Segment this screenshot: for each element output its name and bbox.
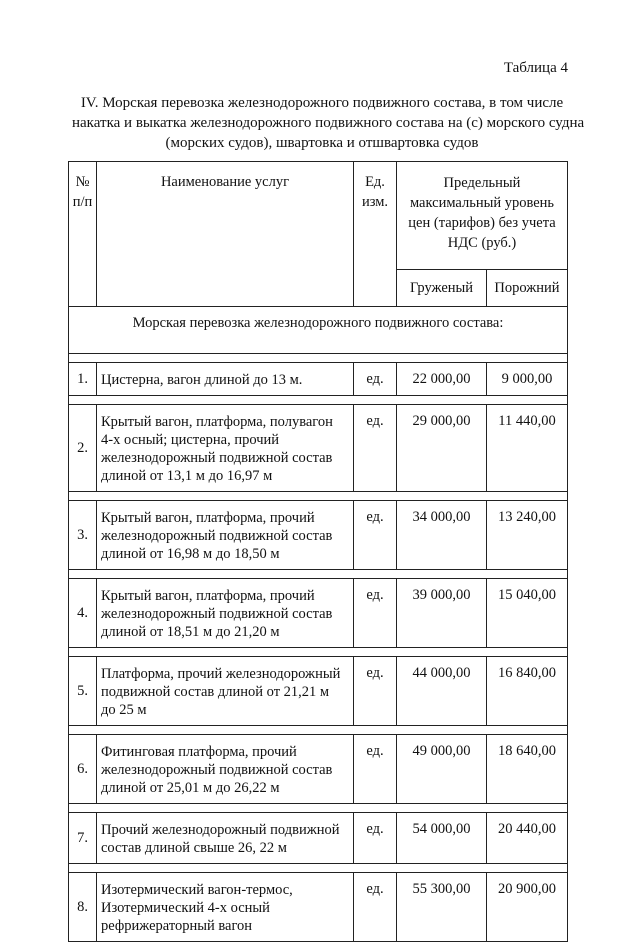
service-name-line: 4-х осный; цистерна, прочий [101, 432, 280, 448]
header-unit: Ед. изм. [354, 162, 397, 307]
service-name-line: Изотермический 4-х осный [101, 900, 270, 916]
table-row [69, 405, 568, 492]
service-name [97, 873, 354, 942]
row-gap [69, 726, 568, 735]
row-gap-cell [69, 648, 568, 657]
price-empty: 13 240,00 [487, 501, 568, 570]
service-name-line: Крытый вагон, платформа, прочий [101, 510, 315, 526]
heading-line: накатка и выкатка железнодорожного подвижного состава на (с) морского судна [72, 115, 585, 131]
price-empty: 15 040,00 [487, 579, 568, 648]
table-number-label: Таблица 4 [503, 60, 568, 76]
service-name-line: рефрижераторный вагон [101, 918, 253, 934]
section-title: Морская перевозка железнодорожного подвижного состава: [69, 307, 568, 354]
row-gap [69, 804, 568, 813]
row-gap-cell [69, 804, 568, 813]
row-number: 1. [69, 363, 97, 396]
row-number: 4. [69, 579, 97, 648]
service-name [97, 405, 354, 492]
header-price-level: Предельный максимальный уровень цен (тарифов) без учета НДС (руб.) [397, 162, 568, 270]
table-row [69, 501, 568, 570]
row-gap-cell [69, 570, 568, 579]
table-header-row [69, 162, 568, 270]
row-gap-cell [69, 396, 568, 405]
row-gap-cell [69, 354, 568, 363]
service-name [97, 363, 354, 396]
price-empty: 16 840,00 [487, 657, 568, 726]
row-unit: ед. [354, 735, 397, 804]
service-name-line: состав длиной свыше 26, 22 м [101, 840, 287, 856]
heading-line: IV. Морская перевозка железнодорожного подвижного состава, в том числе [80, 95, 564, 111]
service-name-line: железнодорожный подвижной состав [101, 606, 333, 622]
table-row [69, 657, 568, 726]
service-name [97, 501, 354, 570]
price-empty: 9 000,00 [487, 363, 568, 396]
row-unit: ед. [354, 363, 397, 396]
row-number: 8. [69, 873, 97, 942]
row-gap [69, 396, 568, 405]
row-gap-cell [69, 726, 568, 735]
row-number: 7. [69, 813, 97, 864]
row-gap [69, 864, 568, 873]
table-row [69, 873, 568, 942]
service-name-line: Фитинговая платформа, прочий [101, 744, 297, 760]
service-name [97, 579, 354, 648]
tariff-table [68, 161, 568, 942]
table-row [69, 735, 568, 804]
header-empty: Порожний [487, 270, 568, 307]
table-row [69, 813, 568, 864]
service-name-line: железнодорожный подвижной состав [101, 762, 333, 778]
header-number: № п/п [69, 162, 97, 307]
price-loaded: 44 000,00 [397, 657, 487, 726]
price-loaded: 54 000,00 [397, 813, 487, 864]
service-name [97, 813, 354, 864]
service-name-line: Платформа, прочий железнодорожный [101, 666, 341, 682]
service-name-line: железнодорожный подвижной состав [101, 450, 333, 466]
price-loaded: 49 000,00 [397, 735, 487, 804]
price-empty: 11 440,00 [487, 405, 568, 492]
row-unit: ед. [354, 873, 397, 942]
price-loaded: 34 000,00 [397, 501, 487, 570]
service-name-line: железнодорожный подвижной состав [101, 528, 333, 544]
service-name [97, 657, 354, 726]
service-name-line: длиной от 13,1 м до 16,97 м [101, 468, 273, 484]
service-name [97, 735, 354, 804]
section-heading [72, 93, 585, 153]
service-name-line: Цистерна, вагон длиной до 13 м. [101, 372, 303, 388]
section-title-row [69, 307, 568, 354]
table-body [69, 354, 568, 942]
price-empty: 18 640,00 [487, 735, 568, 804]
row-number: 2. [69, 405, 97, 492]
heading-line: (морских судов), швартовка и отшвартовка судов [165, 135, 479, 151]
row-gap [69, 570, 568, 579]
table-row [69, 363, 568, 396]
header-service-name: Наименование услуг [97, 162, 354, 307]
service-name-line: длиной от 16,98 м до 18,50 м [101, 546, 280, 562]
row-unit: ед. [354, 405, 397, 492]
row-gap [69, 648, 568, 657]
service-name-line: Изотермический вагон-термос, [101, 882, 293, 898]
row-unit: ед. [354, 813, 397, 864]
header-loaded: Груженый [397, 270, 487, 307]
price-loaded: 22 000,00 [397, 363, 487, 396]
service-name-line: Прочий железнодорожный подвижной [101, 822, 340, 838]
row-number: 6. [69, 735, 97, 804]
service-name-line: Крытый вагон, платформа, полувагон [101, 414, 333, 430]
service-name-line: длиной от 25,01 м до 26,22 м [101, 780, 280, 796]
row-unit: ед. [354, 657, 397, 726]
price-empty: 20 900,00 [487, 873, 568, 942]
service-name-line: Крытый вагон, платформа, прочий [101, 588, 315, 604]
price-empty: 20 440,00 [487, 813, 568, 864]
row-unit: ед. [354, 501, 397, 570]
service-name-line: до 25 м [101, 702, 147, 718]
service-name-line: подвижной состав длиной от 21,21 м [101, 684, 330, 700]
service-name-line: длиной от 18,51 м до 21,20 м [101, 624, 280, 640]
table-row [69, 579, 568, 648]
row-unit: ед. [354, 579, 397, 648]
row-gap [69, 492, 568, 501]
row-number: 3. [69, 501, 97, 570]
row-number: 5. [69, 657, 97, 726]
price-loaded: 39 000,00 [397, 579, 487, 648]
row-gap-cell [69, 864, 568, 873]
price-loaded: 29 000,00 [397, 405, 487, 492]
price-loaded: 55 300,00 [397, 873, 487, 942]
row-gap [69, 354, 568, 363]
row-gap-cell [69, 492, 568, 501]
